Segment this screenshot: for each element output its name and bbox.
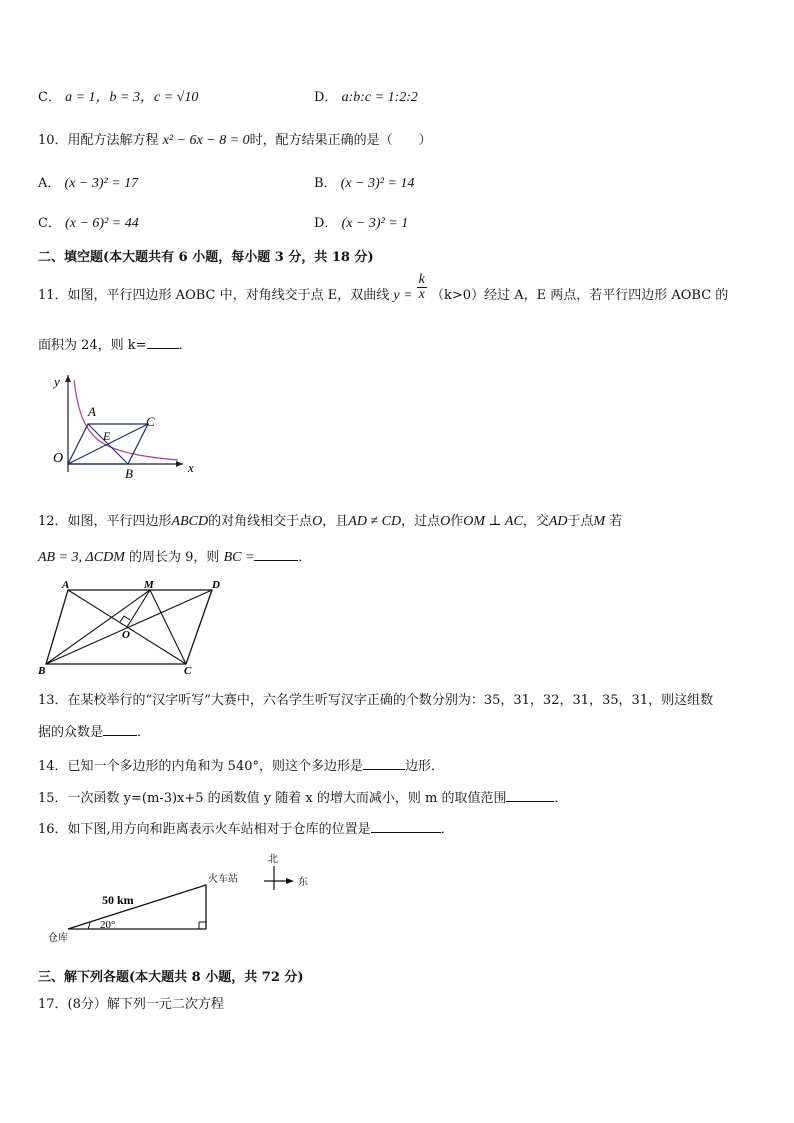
q12-math-abcd: ABCD bbox=[171, 514, 209, 529]
q10-option-d-label: D． bbox=[314, 216, 338, 231]
q13-line2-text: 据的众数是 bbox=[38, 725, 104, 740]
q16-fig-east: 东 bbox=[298, 877, 308, 888]
q11-line2 bbox=[38, 334, 192, 353]
q9-option-d bbox=[314, 86, 418, 106]
q16 bbox=[38, 818, 454, 837]
q15 bbox=[38, 787, 568, 806]
q12-math-o2: O bbox=[440, 514, 451, 529]
q10-option-c bbox=[38, 212, 139, 232]
q16-text: 16．如下图,用方向和距离表示火车站相对于仓库的位置是 bbox=[38, 822, 371, 837]
q10-stem bbox=[38, 129, 432, 149]
q9-option-c bbox=[38, 86, 198, 106]
q12-stem-f: ，交 bbox=[522, 514, 549, 529]
q12-figure bbox=[38, 578, 228, 678]
q10-option-d-math: (x − 3)² = 1 bbox=[341, 216, 409, 231]
q11-frac-num: k bbox=[418, 272, 425, 287]
q12-stem-a: 12．如图，平行四边形 bbox=[38, 514, 172, 529]
q16-end: ． bbox=[440, 822, 454, 837]
q16-fig-angle: 20° bbox=[100, 919, 116, 931]
q11-frac-den: x bbox=[418, 287, 425, 302]
q12-stem-c: ，且 bbox=[322, 514, 349, 529]
q10-stem-math: x² − 6x − 8 = 0 bbox=[162, 133, 250, 148]
q12-fig-o: O bbox=[122, 629, 130, 641]
q12-line2-math1: AB = 3, ΔCDM bbox=[38, 550, 125, 565]
q10-option-a bbox=[38, 172, 138, 192]
q12-stem-g: 于点 bbox=[567, 514, 594, 529]
q9-option-c-math: a = 1，b = 3，c = √10 bbox=[65, 90, 199, 105]
q12-stem-e: 作 bbox=[450, 514, 464, 529]
q12-stem-h: 若 bbox=[605, 514, 623, 529]
q12-math-om-ac: OM ⊥ AC bbox=[463, 514, 523, 529]
q12-stem-b: 的对角线相交于点 bbox=[208, 514, 313, 529]
q12-math-o: O bbox=[312, 514, 323, 529]
q15-answer-blank bbox=[506, 789, 554, 802]
q10-option-c-label: C． bbox=[38, 216, 61, 231]
q11-fig-y: y bbox=[54, 374, 60, 389]
q11-fraction bbox=[417, 273, 427, 302]
q17: 17．(8分）解下列一元二次方程 bbox=[38, 997, 224, 1012]
q11-fig-x: x bbox=[188, 460, 194, 475]
q12-fig-d: D bbox=[212, 579, 220, 591]
q16-figure bbox=[48, 852, 328, 947]
q13-line2-end: ． bbox=[137, 725, 151, 740]
q16-fig-north: 北 bbox=[268, 854, 278, 865]
q11-fig-b: B bbox=[125, 466, 133, 481]
q12-line2 bbox=[38, 546, 311, 566]
q14-text: 14．已知一个多边形的内角和为 540°，则这个多边形是 bbox=[38, 759, 363, 774]
section3-heading: 三、解下列各题(本大题共 8 小题，共 72 分) bbox=[38, 970, 304, 985]
q12-stem-d: ，过点 bbox=[401, 514, 441, 529]
q10-option-a-label: A． bbox=[38, 176, 61, 191]
q12-fig-a: A bbox=[62, 579, 70, 591]
q11-fig-c: C bbox=[146, 414, 155, 429]
q12-math-ad: AD bbox=[548, 514, 568, 529]
q10-option-b-label: B． bbox=[314, 176, 337, 191]
q12-math-m: M bbox=[593, 514, 606, 529]
q12-math-ad-cd: AD ≠ CD bbox=[348, 514, 402, 529]
q11-line2-text: 面积为 24，则 k= bbox=[38, 338, 147, 353]
q13-answer-blank bbox=[103, 723, 137, 736]
q14-end: 边形． bbox=[405, 759, 445, 774]
q10-option-d bbox=[314, 212, 408, 232]
q15-text: 15．一次函数 y=(m-3)x+5 的函数值 y 随着 x 的增大而减小，则 m 的取值范围 bbox=[38, 791, 507, 806]
q9-option-c-label: C． bbox=[38, 90, 61, 105]
q11-stem-b: （k>0）经过 A，E 两点，若平行四边形 AOBC 的 bbox=[431, 288, 729, 303]
q10-stem-b: 时，配方结果正确的是（ ） bbox=[249, 133, 432, 148]
section2-heading: 二、填空题(本大题共有 6 小题，每小题 3 分，共 18 分) bbox=[38, 250, 374, 265]
q12-fig-c: C bbox=[184, 665, 192, 677]
q10-option-a-math: (x − 3)² = 17 bbox=[64, 176, 139, 191]
q10-stem-a: 10．用配方法解方程 bbox=[38, 133, 159, 148]
q12-fig-b: B bbox=[38, 665, 46, 677]
q12-answer-blank bbox=[254, 548, 298, 561]
q11-stem bbox=[38, 272, 729, 304]
q9-option-d-label: D． bbox=[314, 90, 338, 105]
q12-fig-m: M bbox=[144, 579, 154, 591]
q16-answer-blank bbox=[371, 820, 441, 833]
q12-line2-text: 的周长为 9，则 bbox=[129, 550, 220, 565]
q15-end: ． bbox=[554, 791, 568, 806]
q12-stem bbox=[38, 510, 622, 530]
q16-fig-warehouse: 仓库 bbox=[48, 933, 68, 944]
q14-answer-blank bbox=[363, 757, 405, 770]
q11-line2-end: ． bbox=[178, 338, 192, 353]
q10-option-b-math: (x − 3)² = 14 bbox=[340, 176, 415, 191]
q11-frac-lhs: y = bbox=[393, 288, 413, 303]
q12-line2-math2: BC = bbox=[223, 550, 255, 565]
q13-line2 bbox=[38, 721, 150, 740]
q11-stem-a: 11．如图，平行四边形 AOBC 中，对角线交于点 E，双曲线 bbox=[38, 288, 390, 303]
q14 bbox=[38, 755, 444, 774]
q11-figure bbox=[48, 372, 208, 482]
q11-fig-a: A bbox=[88, 404, 96, 419]
q10-option-b bbox=[314, 172, 414, 192]
q13-line1: 13．在某校举行的“汉字听写”大赛中，六名学生听写汉字正确的个数分别为：35，31，32，31，35，31，则这组数 bbox=[38, 693, 714, 708]
q11-fig-e: E bbox=[103, 429, 111, 443]
q16-fig-distance: 50 km bbox=[102, 893, 134, 907]
q11-fig-o: O bbox=[53, 451, 64, 466]
q10-option-c-math: (x − 6)² = 44 bbox=[65, 216, 139, 231]
q11-answer-blank bbox=[147, 336, 179, 349]
q16-fig-station: 火车站 bbox=[208, 874, 238, 885]
q12-line2-end: ． bbox=[298, 550, 312, 565]
q9-option-d-math: a:b:c = 1:2:2 bbox=[341, 90, 418, 105]
